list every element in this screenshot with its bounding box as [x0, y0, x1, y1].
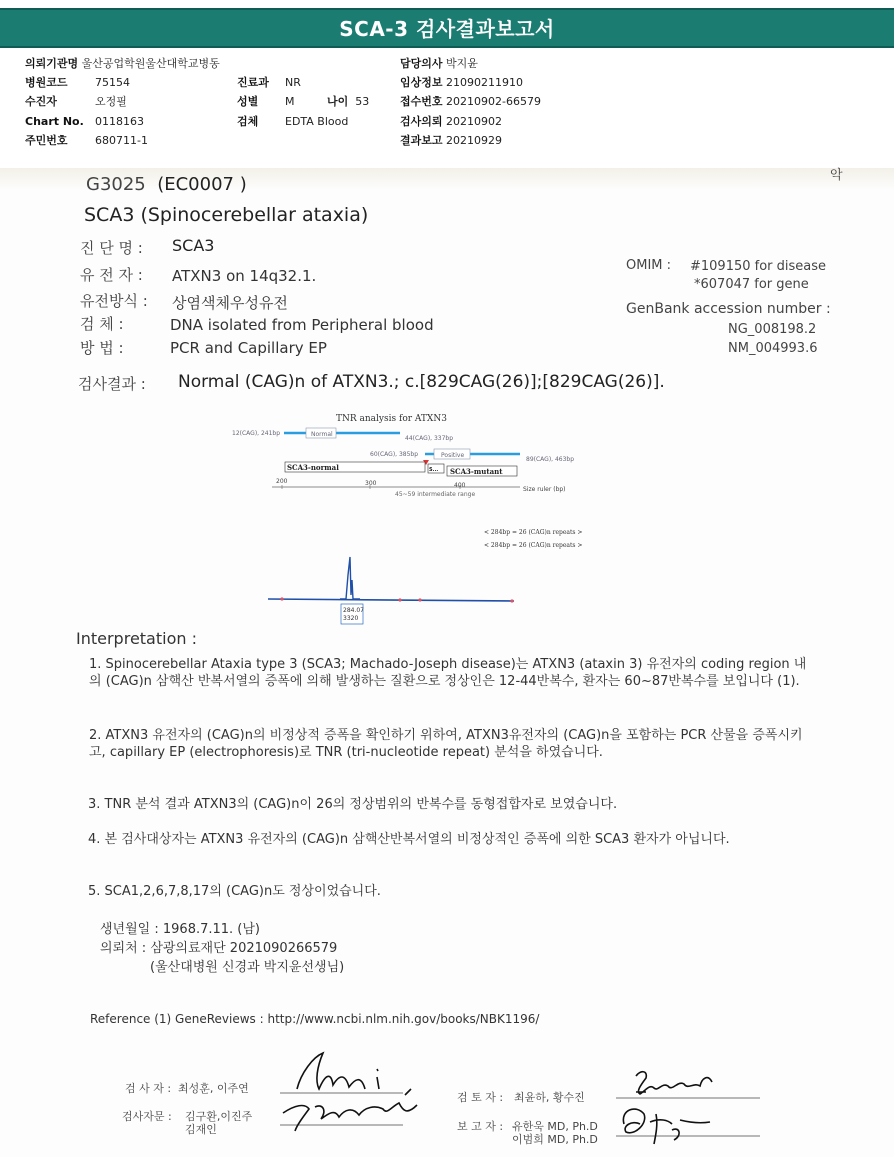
field-value-method: PCR and Capillary EP — [170, 339, 327, 357]
field-value-diagnosis: SCA3 — [172, 236, 215, 255]
interpretation-paragraph-4: 4. 본 검사대상자는 ATXN3 유전자의 (CAG)n 삼핵산반복서열의 비정상적인 증폭에 의한 SCA3 환자가 아닙니다. — [88, 832, 730, 847]
tester-label: 검 사 자 : — [125, 1082, 172, 1095]
peak-label-height: 3320 — [343, 615, 359, 622]
peak-note-2: < 284bp = 26 (CAG)n repeats > — [484, 542, 583, 549]
header-sex: 성별 — [237, 95, 259, 108]
corner-mark: 악 — [830, 168, 843, 183]
reviewer-label: 검 토 자 : — [457, 1091, 504, 1104]
electropherogram-baseline — [268, 599, 514, 601]
tester-names: 최성훈, 이주연 — [178, 1082, 249, 1095]
test-code: G3025 (EC0007 ) — [86, 174, 247, 195]
adviser-name-1: 김구환,이진주 — [185, 1110, 253, 1123]
normal-bar-label: SCA3-normal — [287, 463, 339, 472]
header-department-value: NR — [285, 76, 301, 89]
header-hospital-code: 병원코드 — [25, 76, 68, 89]
header-sex-value: M — [285, 95, 295, 108]
omim-gene: *607047 for gene — [694, 277, 809, 292]
header-chart-no: Chart No. — [25, 115, 84, 128]
birth-date: 생년월일 : 1968.7.11. (남) — [100, 922, 261, 937]
field-label-method: 방 법 : — [80, 339, 124, 357]
header-resident-no: 주민번호 — [25, 134, 68, 147]
figure-title: TNR analysis for ATXN3 — [336, 414, 447, 424]
header-hospital-code-value: 75154 — [95, 76, 130, 89]
reviewer-names: 최윤하, 황수진 — [514, 1091, 585, 1104]
adviser-label: 검사자문 : — [122, 1110, 172, 1123]
size-standard-dot — [398, 598, 401, 601]
repeat-label-12: 12(CAG), 241bp — [232, 430, 281, 437]
requester: 의뢰처 : 삼광의료재단 2021090266579 — [100, 941, 338, 956]
adviser-name-2: 김재인 — [185, 1123, 217, 1136]
size-standard-dot — [510, 599, 513, 602]
field-value-specimen: DNA isolated from Peripheral blood — [170, 316, 434, 334]
normal-range-label: Normal — [311, 431, 333, 438]
ruler-label-400: 400 — [454, 482, 466, 489]
size-standard-dot — [280, 597, 283, 600]
reference: Reference (1) GeneReviews : http://www.ncbi.nlm.nih.gov/books/NBK1196/ — [90, 1012, 540, 1026]
result-value: Normal (CAG)n of ATXN3.; c.[829CAG(26)];[829CAG(26)]. — [178, 372, 665, 392]
header-doctor: 담당의사 박지윤 — [400, 57, 478, 70]
peak-label-size: 284.07 — [343, 607, 364, 614]
interpretation-paragraph-5: 5. SCA1,2,6,7,8,17의 (CAG)n도 정상이었습니다. — [88, 884, 381, 899]
interpretation-paragraph-3: 3. TNR 분석 결과 ATXN3의 (CAG)n이 26의 정상범위의 반복수를 동형접합자로 보였습니다. — [88, 797, 618, 812]
interpretation-paragraph-2: 2. ATXN3 유전자의 (CAG)n의 비정상적 증폭을 확인하기 위하여, ATXN3유전자의 (CAG)n을 포함하는 PCR 산물을 증폭시키고, capillary EP (electrophoresis)로 TNR (tri-nucleotide repeat) 분석을 하였습니다. — [89, 728, 803, 760]
header-report-date: 결과보고 20210929 — [400, 134, 503, 147]
peak-note-1: < 284bp = 26 (CAG)n repeats > — [484, 529, 583, 536]
mutant-bar-label: SCA3-mutant — [450, 467, 503, 476]
positive-range-label: Positive — [441, 452, 465, 459]
header-clinical-info: 임상정보 21090211910 — [400, 76, 523, 89]
header-request-date: 검사의뢰 20210902 — [400, 115, 503, 128]
result-label: 검사결과 : — [78, 375, 146, 393]
electropherogram-peak — [340, 557, 360, 599]
genbank-ng: NG_008198.2 — [728, 322, 817, 337]
field-value-inheritance: 상염색체우성유전 — [172, 294, 288, 312]
repeat-label-60: 60(CAG), 385bp — [370, 451, 419, 458]
tnr-analysis-figure — [220, 405, 620, 625]
report-title-bar — [0, 8, 894, 48]
requester-detail: (울산대병원 신경과 박지윤선생님) — [150, 960, 345, 975]
interpretation-title: Interpretation : — [76, 629, 197, 648]
header-patient-value: 오정필 — [95, 95, 127, 108]
field-label-specimen: 검 체 : — [80, 315, 124, 333]
reporter-name-2: 이범희 MD, Ph.D — [512, 1133, 598, 1146]
ruler-label-200: 200 — [276, 478, 288, 485]
reporter-name-1: 유한욱 MD, Ph.D — [512, 1120, 598, 1133]
omim-disease: #109150 for disease — [690, 259, 827, 274]
intermediate-range-label: 45~59 intermediate range — [395, 491, 476, 498]
intermediate-bar-label: S... — [429, 467, 439, 473]
field-label-diagnosis: 진 단 명 : — [80, 239, 143, 257]
field-value-gene: ATXN3 on 14q32.1. — [172, 267, 317, 285]
interpretation-paragraph-1: 1. Spinocerebellar Ataxia type 3 (SCA3; Machado-Joseph disease)는 ATXN3 (ataxin 3) 유전자의 coding region 내의 (CAG)n 삼핵산 반복서열의 증폭에 의해 발생하는 질환으로 정상인은 12-44반복수, 환자는 60~87반복수를 보입니다 (1). — [89, 657, 807, 689]
size-standard-dot — [418, 598, 421, 601]
omim-label: OMIM : — [626, 258, 672, 273]
header-institution: 의뢰기관명 울산공업학원울산대학교병동 — [25, 57, 220, 70]
header-patient: 수진자 — [25, 95, 57, 108]
repeat-label-44: 44(CAG), 337bp — [405, 435, 454, 442]
header-specimen-value: EDTA Blood — [285, 115, 349, 128]
field-label-inheritance: 유전방식 : — [80, 292, 148, 310]
field-label-gene: 유 전 자 : — [80, 266, 143, 284]
genbank-label: GenBank accession number : — [626, 301, 831, 317]
tester-signature — [275, 1045, 435, 1140]
header-receipt-no: 접수번호 20210902-66579 — [400, 95, 541, 108]
repeat-label-89: 89(CAG), 463bp — [526, 456, 575, 463]
ruler-caption: Size ruler (bp) — [523, 486, 566, 493]
ruler-label-300: 300 — [365, 480, 377, 487]
reporter-label: 보 고 자 : — [457, 1120, 504, 1133]
header-department: 진료과 — [237, 76, 269, 89]
report-title: SCA-3 검사결과보고서 — [339, 17, 555, 41]
reviewer-signature — [610, 1062, 770, 1152]
header-resident-no-value: 680711-1 — [95, 134, 148, 147]
header-age: 나이 53 — [327, 95, 370, 108]
disease-name: SCA3 (Spinocerebellar ataxia) — [84, 204, 369, 226]
header-specimen: 검체 — [237, 115, 259, 128]
header-chart-no-value: 0118163 — [95, 115, 144, 128]
genbank-nm: NM_004993.6 — [728, 341, 818, 356]
